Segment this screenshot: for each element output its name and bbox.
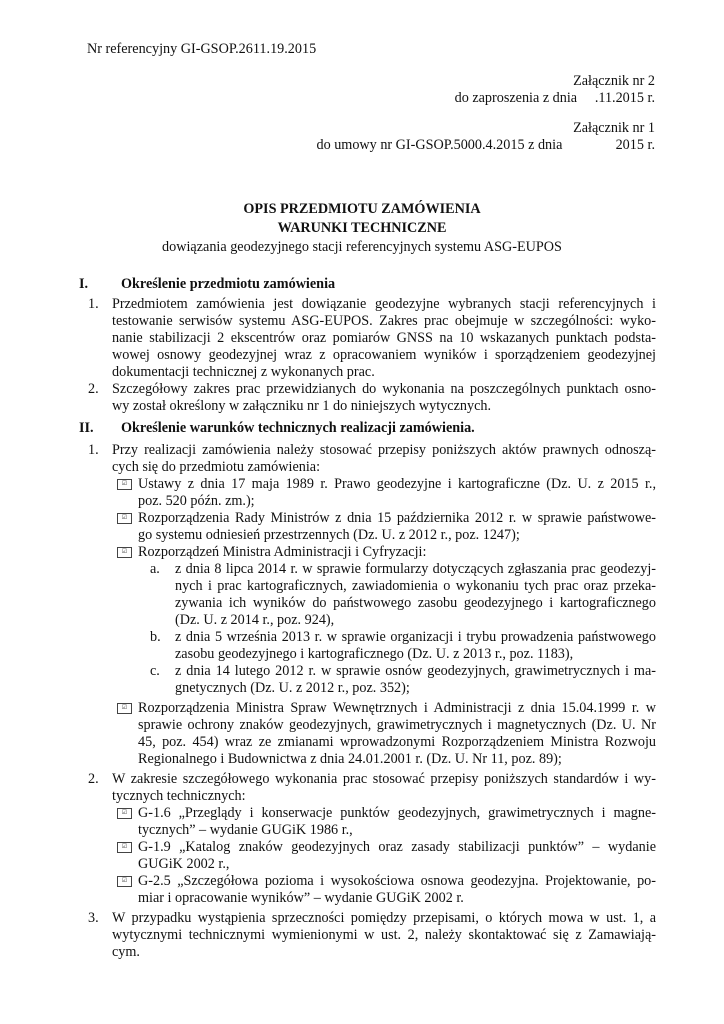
section-1-item-1-line: dokumentacji technicznej z wykonanych prac. bbox=[112, 364, 375, 380]
section-1-item-1-line: testowanie serwisów systemu ASG-EUPOS. Zakres prac obejmuje w szczególności: wyko- bbox=[112, 313, 656, 329]
sub-item-line: z dnia 8 lipca 2014 r. w sprawie formularzy dotyczących zgłaszania prac geodezyj- bbox=[175, 561, 656, 577]
section-1-number: I. bbox=[79, 276, 89, 292]
bullet-line: G-1.6 „Przeglądy i konserwacje punktów geodezyjnych, grawimetrycznych i magne- bbox=[138, 805, 656, 821]
attachment-2-title: Załącznik nr 2 bbox=[573, 73, 655, 89]
bullet-line: 45, poz. 454) wraz ze zmianami wprowadzonymi Rozporządzeniem Ministra Rozwoju bbox=[138, 734, 656, 750]
checkbox-bullet-icon bbox=[117, 479, 132, 490]
checkbox-bullet-icon bbox=[117, 513, 132, 524]
bullet-line: tycznych” – wydanie GUGiK 1986 r., bbox=[138, 822, 353, 838]
bullet-line: Rozporządzeń Ministra Administracji i Cyfryzacji: bbox=[138, 544, 427, 560]
bullet-line: poz. 520 późn. zm.); bbox=[138, 493, 255, 509]
section-1-item-1-number: 1. bbox=[88, 296, 99, 312]
bullet-line: miar i opracowanie wyników” – wydanie GUGiK 2002 r. bbox=[138, 890, 464, 906]
section-2-item-3-line: cym. bbox=[112, 944, 140, 960]
bullet-line: Rozporządzenia Ministra Spraw Wewnętrznych i Administracji z dnia 15.04.1999 r. w bbox=[138, 700, 656, 716]
document-subtitle-bold: WARUNKI TECHNICZNE bbox=[277, 220, 447, 236]
section-2-item-3-line: wytycznymi technicznymi wymienionymi w ust. 2, należy skontaktować się z Zamawiają- bbox=[112, 927, 656, 943]
section-1-item-1-line: wowej osnowy geodezyjnej wraz z opracowaniem wyników i sporządzeniem geodezyjnej bbox=[112, 347, 656, 363]
checkbox-bullet-icon bbox=[117, 876, 132, 887]
section-2-item-1-line: Przy realizacji zamówienia należy stosować przepisy poniższych aktów prawnych odnoszą- bbox=[112, 442, 656, 458]
section-1-item-1-line: Przedmiotem zamówienia jest dowiązanie geodezyjne wybranych stacji referencyjnych i bbox=[112, 296, 656, 312]
bullet-line: G-1.9 „Katalog znaków geodezyjnych oraz zasady stabilizacji punktów” – wydanie bbox=[138, 839, 656, 855]
document-title: OPIS PRZEDMIOTU ZAMÓWIENIA bbox=[243, 201, 481, 217]
sub-item-line: z dnia 5 września 2013 r. w sprawie organizacji i trybu prowadzenia państwowego bbox=[175, 629, 656, 645]
bullet-line: G-2.5 „Szczegółowa pozioma i wysokościowa osnowa geodezyjna. Projektowanie, po- bbox=[138, 873, 656, 889]
attachment-1-line: do umowy nr GI-GSOP.5000.4.2015 z dnia 2015 r. bbox=[316, 137, 655, 153]
section-1-item-2-line: wy został określony w załączniku nr 1 do niniejszych wytycznych. bbox=[112, 398, 492, 414]
sub-item-line: zywania ich wyników do państwowego zasobu geodezyjnego i kartograficznego bbox=[175, 595, 656, 611]
section-1-item-1-line: nanie stabilizacji 2 ekscentrów oraz pomiarów GNSS na 10 wskazanych punktach podsta- bbox=[112, 330, 656, 346]
sub-item-line: gnetycznych (Dz. U. z 2012 r., poz. 352); bbox=[175, 680, 410, 696]
checkbox-bullet-icon bbox=[117, 547, 132, 558]
document-subtitle: dowiązania geodezyjnego stacji referencyjnych systemu ASG-EUPOS bbox=[162, 239, 562, 255]
checkbox-bullet-icon bbox=[117, 703, 132, 714]
section-2-item-3-number: 3. bbox=[88, 910, 99, 926]
sub-item-line: nych i prac kartograficznych, zawiadomienia o wykonaniu tych prac oraz przeka- bbox=[175, 578, 656, 594]
section-1-heading: Określenie przedmiotu zamówienia bbox=[121, 276, 336, 292]
section-2-heading: Określenie warunków technicznych realizacji zamówienia. bbox=[121, 420, 475, 436]
section-2-number: II. bbox=[79, 420, 94, 436]
attachment-2-line: do zaproszenia z dnia .11.2015 r. bbox=[454, 90, 655, 106]
section-1-item-2-line: Szczegółowy zakres prac przewidzianych do wykonania na poszczególnych punktach osno- bbox=[112, 381, 656, 397]
sub-item-label: a. bbox=[150, 561, 160, 577]
sub-item-line: (Dz. U. z 2014 r., poz. 924), bbox=[175, 612, 335, 628]
bullet-line: Ustawy z dnia 17 maja 1989 r. Prawo geodezyjne i kartograficzne (Dz. U. z 2015 r., bbox=[138, 476, 656, 492]
section-2-item-2-line: tycznych technicznych: bbox=[112, 788, 246, 804]
section-2-item-2-line: W zakresie szczegółowego wykonania prac stosować przepisy poniższych standardów i wy- bbox=[112, 771, 656, 787]
section-2-item-1-number: 1. bbox=[88, 442, 99, 458]
section-2-item-1-line: cych się do przedmiotu zamówienia: bbox=[112, 459, 321, 475]
sub-item-label: c. bbox=[150, 663, 160, 679]
sub-item-line: zasobu geodezyjnego i kartograficznego (Dz. U. z 2013 r., poz. 1183), bbox=[175, 646, 574, 662]
checkbox-bullet-icon bbox=[117, 842, 132, 853]
attachment-1-title: Załącznik nr 1 bbox=[573, 120, 655, 136]
section-2-item-3-line: W przypadku wystąpienia sprzeczności pomiędzy przepisami, o których mowa w ust. 1, a bbox=[112, 910, 656, 926]
bullet-line: Rozporządzenia Rady Ministrów z dnia 15 października 2012 r. w sprawie państwowe- bbox=[138, 510, 656, 526]
section-2-item-2-number: 2. bbox=[88, 771, 99, 787]
bullet-line: go systemu odniesień przestrzennych (Dz. U. z 2012 r., poz. 1247); bbox=[138, 527, 520, 543]
sub-item-line: z dnia 14 lutego 2012 r. w sprawie osnów geodezyjnych, grawimetrycznych i ma- bbox=[175, 663, 656, 679]
bullet-line: sprawie ochrony znaków geodezyjnych, grawimetrycznych i magnetycznych (Dz. U. Nr bbox=[138, 717, 656, 733]
section-1-item-2-number: 2. bbox=[88, 381, 99, 397]
bullet-line: Regionalnego i Budownictwa z dnia 24.01.2001 r. (Dz. U. Nr 11, poz. 89); bbox=[138, 751, 562, 767]
bullet-line: GUGiK 2002 r., bbox=[138, 856, 230, 872]
reference-number: Nr referencyjny GI-GSOP.2611.19.2015 bbox=[87, 41, 317, 57]
sub-item-label: b. bbox=[150, 629, 161, 645]
checkbox-bullet-icon bbox=[117, 808, 132, 819]
